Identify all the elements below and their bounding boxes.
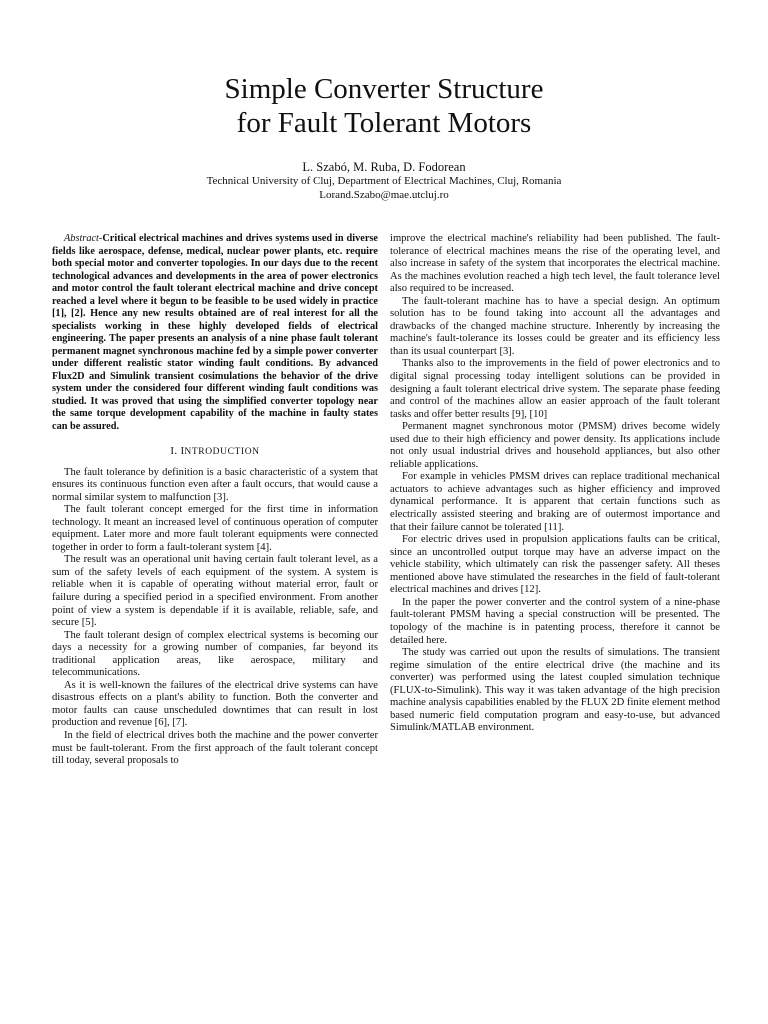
paper-title (0, 72, 768, 140)
email: Lorand.Szabo@mae.utcluj.ro (319, 188, 449, 201)
section-heading-introduction (52, 445, 378, 459)
title-block (0, 72, 768, 202)
paragraph: In the field of electrical drives both the machine and the power converter must be fault-tolerant. From the first approach of the fault tolerant concept till today, several proposals to (52, 730, 378, 767)
paragraph: In the paper the power converter and the control system of a nine-phase fault-tolerant PMSM having a special construction will be presented. The topology of the machine is in patenting process, therefore it cannot be detailed here. (390, 596, 720, 646)
paragraph: The fault tolerant concept emerged for the first time in information technology. It meant an increased level of continuous operation of computer equipment. Later more and more fault tolerant equipments were connected together in order to form a fault-tolerant system [4]. (52, 504, 378, 553)
paragraph: For electric drives used in propulsion applications faults can be critical, since an uncontrolled output torque may have an adverse impact on the vehicle stability, which ultimately can risk the passenger safety. All theses mentioned above have stimulated the researches in the field of fault-tolerant electrical machines and drives [12]. (390, 534, 720, 596)
title-line-1: Simple Converter Structure (224, 73, 544, 105)
abstract-label: Abstract- (64, 233, 103, 244)
paragraph: improve the electrical machine's reliability had been published. The fault-tolerance of electrical machines means the rise of the operating level, and also increase in safety of the system that incorporates the electrical machine. As the machines evolution reached a high tech level, the fault tolerance level also required to be increased. (390, 233, 720, 295)
section-title-initial: I (180, 445, 185, 457)
paragraph: For example in vehicles PMSM drives can replace traditional mechanical actuators to achieve advantages such as higher efficiency and improved dynamical performance. It is apparent that certain functions such as electrically assisted steering and braking are of outermost importance and that their failure cannot be tolerated [11]. (390, 471, 720, 533)
abstract-text: Critical electrical machines and drives systems used in diverse fields like aerospace, defense, medical, nuclear power plants, etc. require both special motor and converter topologies. In our days due to the recent technological advances and developments in the area of power electronics and motor control the fault tolerant electrical machine and drive concept reached a level where it begun to be feasible to be used widely in practice [1], [2]. Hence any new results obtained are of real interest for all the specialists working in these highly developed fields of electrical engineering. The paper presents an analysis of a nine phase fault tolerant permanent magnet synchronous machine fed by a simple power converter under different realistic stator winding fault conditions. By advanced Flux2D and Simulink transient cosimulations the behavior of the drive system under the considered four different winding fault conditions was studied. It was proved that using the simplified converter topology near the same torque development capability of the machine in faulty states can be assured. (52, 233, 378, 432)
paragraph: Thanks also to the improvements in the field of power electronics and to digital signal processing today intelligent solutions can be provided in designing a fault tolerant electrical drive system. The separate phase feeding and control of the machines allow an easier approach of the fault tolerant tasks and offer better results [9], [10] (390, 358, 720, 420)
paragraph: The study was carried out upon the results of simulations. The transient regime simulation of the entire electrical drive (the machine and its converter) was performed using the latest coupled simulation technique (FLUX-to-Simulink). This way it was taken advantage of the high precision machine analysis capabilities enabled by the FLUX 2D finite element method based numeric field computation program and easy-to-use, but advanced Simulink/MATLAB environment. (390, 647, 720, 734)
authors: L. Szabó, M. Ruba, D. Fodorean (302, 160, 466, 174)
section-title-rest: NTRODUCTION (184, 447, 260, 457)
affiliation: Technical University of Cluj, Department of Electrical Machines, Cluj, Romania (206, 175, 562, 187)
right-column (390, 233, 720, 735)
abstract (52, 233, 378, 433)
paragraph: The result was an operational unit having certain fault tolerant level, as a sum of the safety levels of each equipment of the system. A system is reliable when it is capable of operating without material error, fault or failure during a specified period in a specified environment. From another point of view a system is dependable if it is available, reliable, safe, and secure [5]. (52, 554, 378, 629)
paragraph: As it is well-known the failures of the electrical drive systems can have disastrous effects on a plant's ability to function. Both the converter and motor faults can cause unscheduled downtimes that can result in lost production and revenue [6], [7]. (52, 679, 378, 729)
section-number: I. (170, 445, 178, 457)
left-column (52, 233, 378, 768)
paragraph: Permanent magnet synchronous motor (PMSM) drives become widely used due to their high efficiency and power density. Its applications include not only usual industrial drives and household appliances, but also other reliable applications. (390, 421, 720, 470)
paragraph: The fault tolerance by definition is a basic characteristic of a system that ensures its continuous function even after a fault occurs, that would cause a normal similar system to malfunction [3]. (52, 466, 378, 503)
paragraph: The fault-tolerant machine has to have a special design. An optimum solution has to be found taking into account all the advantages and drawbacks of the changed machine structure. Inherently by increasing the machine's fault-tolerance its losses could be greater and its efficiency less than its usual counterpart [3]. (390, 295, 720, 357)
paragraph: The fault tolerant design of complex electrical systems is becoming our days a necessity for a growing number of companies, far beyond its traditional application areas, like aerospace, military and telecommunications. (52, 629, 378, 679)
title-line-2: for Fault Tolerant Motors (236, 107, 532, 139)
